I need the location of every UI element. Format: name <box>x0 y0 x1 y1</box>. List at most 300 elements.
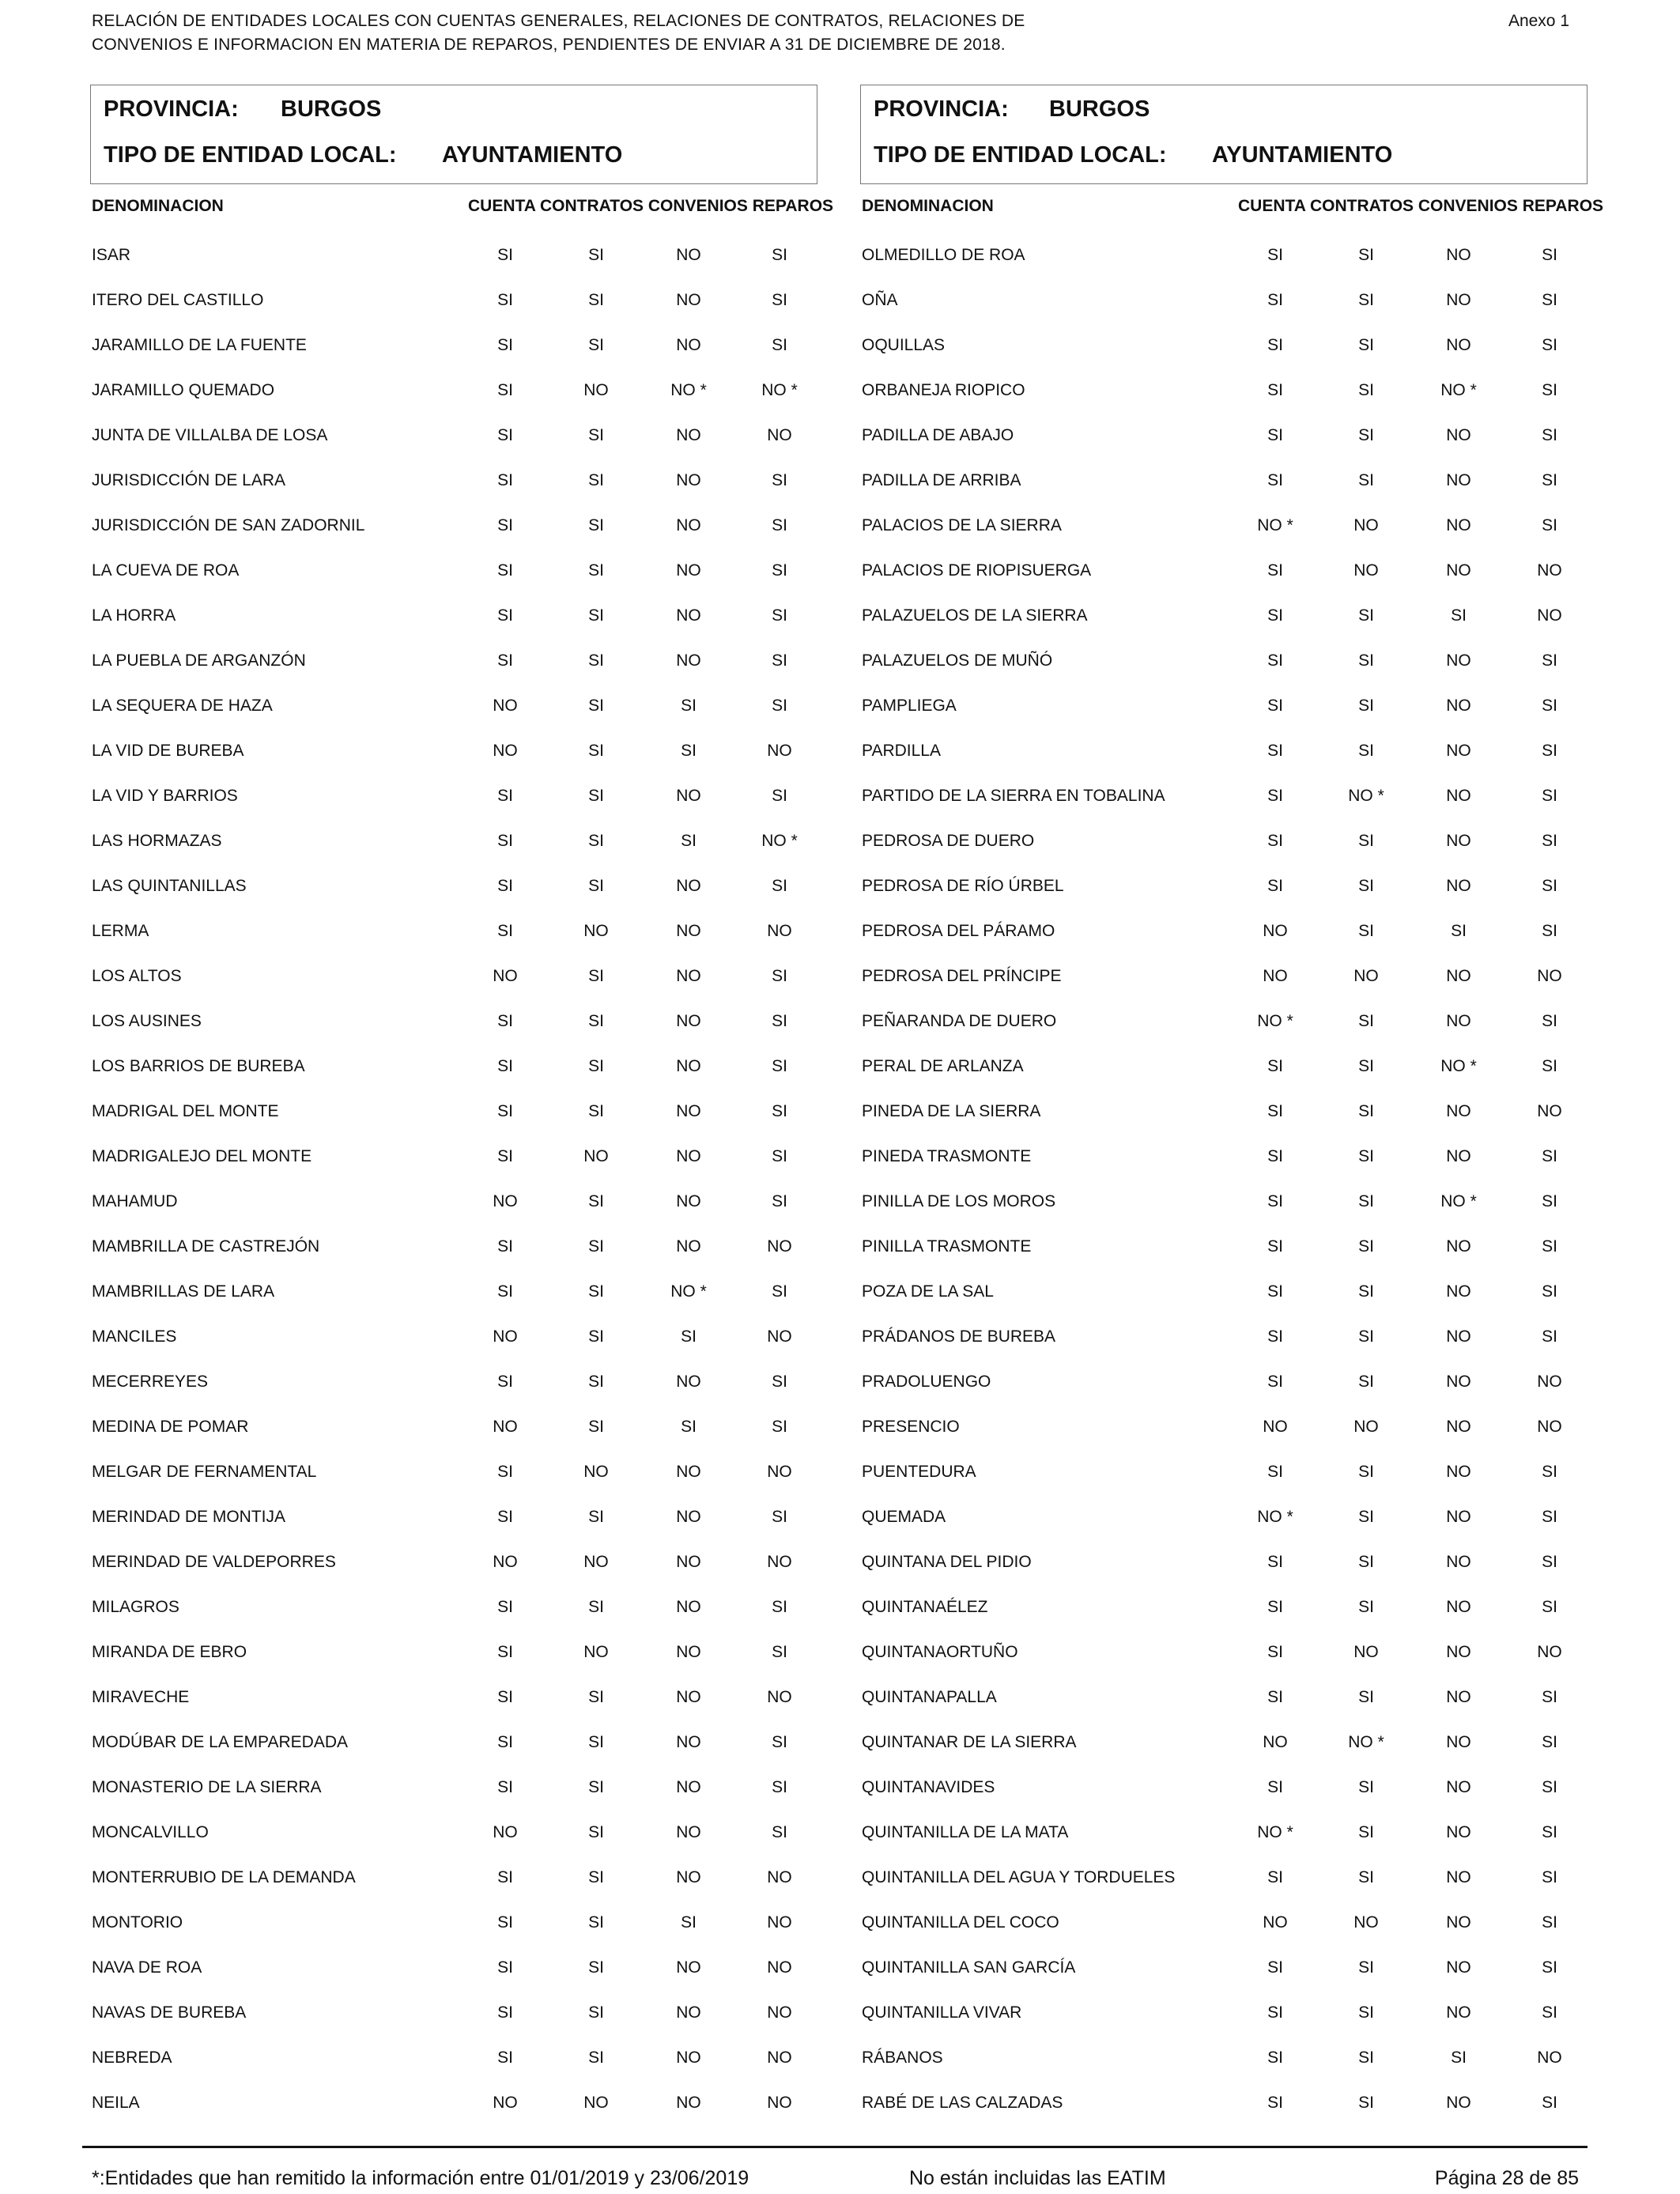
contratos-cell: NO <box>583 2094 609 2112</box>
reparos-cell: NO <box>767 1463 792 1481</box>
denominacion-cell: LOS ALTOS <box>92 967 182 985</box>
cuenta-cell: SI <box>497 606 513 625</box>
table-row <box>860 1278 1635 1323</box>
contratos-cell: SI <box>1358 246 1374 264</box>
table-row <box>90 1909 865 1954</box>
denominacion-cell: MECERREYES <box>92 1373 209 1391</box>
contratos-cell: SI <box>1358 1958 1374 1977</box>
denominacion-cell: MERINDAD DE MONTIJA <box>92 1508 286 1526</box>
table-row <box>90 466 865 512</box>
table-row <box>860 1503 1635 1548</box>
contratos-cell: SI <box>588 1733 604 1751</box>
denominacion-cell: QUINTANAÉLEZ <box>862 1598 988 1616</box>
reparos-cell: SI <box>1542 1868 1557 1886</box>
contratos-cell: SI <box>588 787 604 805</box>
contratos-cell: SI <box>1358 922 1374 940</box>
contratos-cell: SI <box>1358 697 1374 715</box>
contratos-cell: SI <box>588 1327 604 1346</box>
cuenta-cell: SI <box>497 1643 513 1661</box>
table-row <box>90 1458 865 1503</box>
reparos-cell: NO <box>1537 1418 1562 1436</box>
cuenta-cell: SI <box>1267 1057 1283 1075</box>
contratos-cell: SI <box>588 967 604 985</box>
reparos-cell: SI <box>1542 1012 1557 1030</box>
reparos-cell: SI <box>772 1192 787 1210</box>
reparos-cell: SI <box>772 336 787 354</box>
contratos-cell: SI <box>1358 2049 1374 2067</box>
contratos-cell: SI <box>588 471 604 489</box>
reparos-cell: SI <box>1542 651 1557 670</box>
reparos-cell: SI <box>1542 2003 1557 2022</box>
table-row <box>860 1638 1635 1683</box>
reparos-cell: SI <box>1542 742 1557 760</box>
table-row <box>90 557 865 602</box>
footer-divider <box>82 2146 1588 2148</box>
convenios-cell: NO <box>676 1102 701 1120</box>
convenios-cell: NO <box>676 606 701 625</box>
convenios-cell: NO <box>676 561 701 580</box>
contratos-cell: SI <box>588 697 604 715</box>
reparos-cell: SI <box>772 1733 787 1751</box>
contratos-cell: SI <box>588 1057 604 1075</box>
convenios-cell: NO <box>676 1733 701 1751</box>
cuenta-cell: NO <box>1263 1418 1288 1436</box>
denominacion-cell: NAVA DE ROA <box>92 1958 202 1977</box>
denominacion-cell: NAVAS DE BUREBA <box>92 2003 247 2022</box>
contratos-cell: SI <box>588 1688 604 1706</box>
reparos-cell: SI <box>1542 381 1557 399</box>
contratos-cell: SI <box>588 516 604 534</box>
convenios-cell: NO * <box>1440 381 1477 399</box>
cuenta-cell: NO <box>1263 922 1288 940</box>
table-row <box>860 872 1635 917</box>
cuenta-cell: SI <box>497 877 513 895</box>
tipo-entidad-label: TIPO DE ENTIDAD LOCAL: <box>104 142 397 168</box>
denominacion-cell: PRÁDANOS DE BUREBA <box>862 1327 1056 1346</box>
reparos-cell: SI <box>1542 1778 1557 1796</box>
table-row <box>860 2089 1635 2134</box>
reparos-cell: SI <box>772 471 787 489</box>
cuenta-cell: SI <box>1267 426 1283 444</box>
cuenta-cell: SI <box>497 1958 513 1977</box>
reparos-cell: NO <box>767 1913 792 1932</box>
entity-table <box>860 241 1635 2134</box>
table-row <box>90 1593 865 1638</box>
denominacion-cell: NEBREDA <box>92 2049 172 2067</box>
table-row <box>860 1683 1635 1728</box>
denominacion-cell: QUINTANILLA DEL AGUA Y TORDUELES <box>862 1868 1176 1886</box>
tipo-entidad-label: TIPO DE ENTIDAD LOCAL: <box>874 142 1167 168</box>
convenios-cell: NO <box>676 1057 701 1075</box>
convenios-cell: SI <box>681 742 697 760</box>
contratos-cell: SI <box>588 1913 604 1932</box>
denominacion-cell: MADRIGALEJO DEL MONTE <box>92 1147 312 1165</box>
denominacion-cell: PINEDA TRASMONTE <box>862 1147 1032 1165</box>
cuenta-cell: NO <box>1263 967 1288 985</box>
denominacion-cell: PEDROSA DEL PÁRAMO <box>862 922 1055 940</box>
denominacion-cell: QUINTANA DEL PIDIO <box>862 1553 1032 1571</box>
reparos-cell: SI <box>1542 832 1557 850</box>
convenios-cell: NO <box>1446 1373 1471 1391</box>
convenios-cell: NO <box>676 1868 701 1886</box>
reparos-cell: SI <box>1542 2094 1557 2112</box>
convenios-cell: NO <box>1446 832 1471 850</box>
cuenta-cell: SI <box>497 471 513 489</box>
denominacion-cell: JARAMILLO QUEMADO <box>92 381 275 399</box>
footer-eatim-note: No están incluidas las EATIM <box>909 2167 1166 2189</box>
denominacion-cell: OQUILLAS <box>862 336 946 354</box>
reparos-cell: SI <box>772 246 787 264</box>
denominacion-cell: PALACIOS DE LA SIERRA <box>862 516 1062 534</box>
convenios-cell: SI <box>681 1913 697 1932</box>
convenios-cell: NO <box>1446 471 1471 489</box>
cuenta-cell: SI <box>1267 1102 1283 1120</box>
convenios-cell: NO * <box>1440 1057 1477 1075</box>
cuenta-cell: SI <box>1267 1553 1283 1571</box>
denominacion-cell: PINEDA DE LA SIERRA <box>862 1102 1041 1120</box>
reparos-cell: NO <box>767 922 792 940</box>
cuenta-cell: SI <box>1267 832 1283 850</box>
table-row <box>90 1503 865 1548</box>
contratos-cell: SI <box>1358 606 1374 625</box>
cuenta-cell: SI <box>497 651 513 670</box>
reparos-cell: SI <box>772 291 787 309</box>
reparos-cell: NO <box>1537 1643 1562 1661</box>
contratos-cell: SI <box>1358 1868 1374 1886</box>
reparos-cell: SI <box>1542 922 1557 940</box>
cuenta-cell: SI <box>1267 2049 1283 2067</box>
reparos-cell: SI <box>772 651 787 670</box>
table-row <box>90 1999 865 2044</box>
table-row <box>860 466 1635 512</box>
table-row <box>860 1458 1635 1503</box>
table-row <box>860 1052 1635 1097</box>
contratos-cell: NO <box>1353 1643 1379 1661</box>
denominacion-cell: PEDROSA DE DUERO <box>862 832 1035 850</box>
table-row <box>90 737 865 782</box>
reparos-cell: SI <box>772 697 787 715</box>
cuenta-cell: NO <box>493 1192 518 1210</box>
cuenta-cell: NO * <box>1257 1508 1293 1526</box>
contratos-cell: SI <box>1358 1373 1374 1391</box>
reparos-cell: NO * <box>761 832 798 850</box>
reparos-cell: SI <box>1542 1463 1557 1481</box>
cuenta-cell: SI <box>1267 877 1283 895</box>
info-box <box>90 85 817 184</box>
table-row <box>860 1864 1635 1909</box>
convenios-cell: SI <box>681 1327 697 1346</box>
contratos-cell: SI <box>1358 877 1374 895</box>
denominacion-cell: QUINTANAVIDES <box>862 1778 995 1796</box>
contratos-cell: SI <box>588 742 604 760</box>
cuenta-cell: SI <box>1267 2003 1283 2022</box>
table-row <box>90 1097 865 1142</box>
cuenta-cell: SI <box>497 1778 513 1796</box>
denominacion-cell: LOS BARRIOS DE BUREBA <box>92 1057 305 1075</box>
table-row <box>860 286 1635 331</box>
table-row <box>90 376 865 421</box>
title-line-2: CONVENIOS E INFORMACION EN MATERIA DE REPAROS, PENDIENTES DE ENVIAR A 31 DE DICIEMBRE DE 2018. <box>92 36 1006 54</box>
cuenta-cell: SI <box>497 426 513 444</box>
convenios-cell: NO <box>1446 742 1471 760</box>
cuenta-cell: NO <box>493 1553 518 1571</box>
table-row <box>860 1548 1635 1593</box>
table-row <box>90 1323 865 1368</box>
contratos-cell: NO <box>1353 1913 1379 1932</box>
cuenta-cell: SI <box>497 922 513 940</box>
table-row <box>860 1999 1635 2044</box>
table-row <box>860 1909 1635 1954</box>
denominacion-cell: MEDINA DE POMAR <box>92 1418 249 1436</box>
denominacion-cell: PALAZUELOS DE MUÑÓ <box>862 651 1053 670</box>
cuenta-cell: SI <box>1267 336 1283 354</box>
denominacion-cell: PINILLA DE LOS MOROS <box>862 1192 1056 1210</box>
table-row <box>860 512 1635 557</box>
cuenta-cell: NO <box>493 697 518 715</box>
cuenta-cell: SI <box>1267 471 1283 489</box>
contratos-cell: SI <box>588 2003 604 2022</box>
cuenta-cell: SI <box>1267 1868 1283 1886</box>
cuenta-cell: SI <box>497 291 513 309</box>
cuenta-cell: SI <box>1267 1373 1283 1391</box>
contratos-cell: SI <box>1358 2003 1374 2022</box>
denominacion-cell: RÁBANOS <box>862 2049 943 2067</box>
reparos-cell: SI <box>772 1418 787 1436</box>
table-row <box>90 1413 865 1458</box>
cuenta-cell: NO <box>493 1823 518 1841</box>
convenios-cell: NO <box>676 1958 701 1977</box>
convenios-cell: NO * <box>1440 1192 1477 1210</box>
table-row <box>90 1548 865 1593</box>
reparos-cell: NO <box>1537 561 1562 580</box>
cuenta-cell: SI <box>497 516 513 534</box>
convenios-cell: NO <box>676 1778 701 1796</box>
contratos-cell: SI <box>588 1598 604 1616</box>
table-row <box>90 331 865 376</box>
convenios-cell: NO <box>1446 1868 1471 1886</box>
denominacion-cell: OLMEDILLO DE ROA <box>862 246 1025 264</box>
cuenta-cell: NO <box>493 1418 518 1436</box>
cuenta-cell: NO <box>493 967 518 985</box>
denominacion-cell: LA VID DE BUREBA <box>92 742 244 760</box>
table-row <box>860 1097 1635 1142</box>
convenios-cell: NO * <box>670 381 707 399</box>
denominacion-cell: QUINTANILLA DEL COCO <box>862 1913 1059 1932</box>
cuenta-cell: SI <box>1267 1643 1283 1661</box>
denominacion-cell: LERMA <box>92 922 149 940</box>
table-row <box>860 1413 1635 1458</box>
reparos-cell: SI <box>1542 1327 1557 1346</box>
reparos-cell: SI <box>1542 1282 1557 1301</box>
table-row <box>90 512 865 557</box>
convenios-cell: SI <box>681 1418 697 1436</box>
contratos-cell: SI <box>588 1012 604 1030</box>
reparos-cell: SI <box>772 561 787 580</box>
convenios-cell: NO <box>676 2094 701 2112</box>
reparos-cell: NO <box>1537 1102 1562 1120</box>
cuenta-cell: SI <box>497 1057 513 1075</box>
denominacion-cell: LA VID Y BARRIOS <box>92 787 238 805</box>
cuenta-cell: NO <box>493 742 518 760</box>
convenios-cell: NO <box>676 336 701 354</box>
convenios-cell: NO <box>676 651 701 670</box>
table-row <box>90 1142 865 1188</box>
reparos-cell: NO <box>767 1958 792 1977</box>
contratos-cell: SI <box>1358 336 1374 354</box>
denominacion-cell: PALACIOS DE RIOPISUERGA <box>862 561 1092 580</box>
convenios-cell: NO <box>676 787 701 805</box>
reparos-cell: SI <box>1542 1688 1557 1706</box>
contratos-cell: NO <box>583 381 609 399</box>
reparos-cell: SI <box>1542 1192 1557 1210</box>
contratos-cell: SI <box>1358 1192 1374 1210</box>
cuenta-cell: SI <box>497 1733 513 1751</box>
denominacion-cell: LAS QUINTANILLAS <box>92 877 247 895</box>
denominacion-cell: NEILA <box>92 2094 140 2112</box>
convenios-cell: NO <box>676 426 701 444</box>
denominacion-cell: MONTERRUBIO DE LA DEMANDA <box>92 1868 356 1886</box>
denominacion-cell: PRADOLUENGO <box>862 1373 991 1391</box>
cuenta-cell: NO * <box>1257 1012 1293 1030</box>
table-row <box>860 331 1635 376</box>
contratos-cell: SI <box>588 1868 604 1886</box>
table-row <box>90 1233 865 1278</box>
reparos-cell: NO <box>767 2003 792 2022</box>
cuenta-cell: SI <box>497 1688 513 1706</box>
convenios-cell: NO <box>676 1598 701 1616</box>
reparos-cell: SI <box>772 1057 787 1075</box>
reparos-cell: NO <box>767 2049 792 2067</box>
cuenta-cell: SI <box>497 1913 513 1932</box>
header-columns: CUENTA CONTRATOS CONVENIOS REPAROS <box>1238 197 1604 215</box>
contratos-cell: SI <box>588 1508 604 1526</box>
contratos-cell: SI <box>1358 1282 1374 1301</box>
denominacion-cell: PADILLA DE ABAJO <box>862 426 1014 444</box>
table-row <box>90 917 865 962</box>
convenios-cell: SI <box>1451 2049 1467 2067</box>
denominacion-cell: JARAMILLO DE LA FUENTE <box>92 336 307 354</box>
contratos-cell: SI <box>588 291 604 309</box>
contratos-cell: NO <box>583 1553 609 1571</box>
table-row <box>90 1683 865 1728</box>
contratos-cell: SI <box>588 426 604 444</box>
cuenta-cell: SI <box>1267 1147 1283 1165</box>
cuenta-cell: SI <box>497 2003 513 2022</box>
contratos-cell: SI <box>588 877 604 895</box>
table-row <box>90 1818 865 1864</box>
table-row <box>860 2044 1635 2089</box>
table-row <box>860 827 1635 872</box>
reparos-cell: SI <box>1542 1733 1557 1751</box>
contratos-cell: SI <box>1358 1057 1374 1075</box>
convenios-cell: SI <box>681 697 697 715</box>
convenios-cell: NO <box>1446 787 1471 805</box>
table-row <box>90 1954 865 1999</box>
cuenta-cell: NO <box>1263 1913 1288 1932</box>
convenios-cell: NO <box>1446 2003 1471 2022</box>
cuenta-cell: SI <box>497 1373 513 1391</box>
denominacion-cell: POZA DE LA SAL <box>862 1282 994 1301</box>
cuenta-cell: SI <box>1267 1192 1283 1210</box>
denominacion-cell: QUINTANILLA VIVAR <box>862 2003 1022 2022</box>
reparos-cell: SI <box>1542 1147 1557 1165</box>
table-row <box>90 1638 865 1683</box>
convenios-cell: NO <box>1446 516 1471 534</box>
convenios-cell: NO <box>676 1823 701 1841</box>
cuenta-cell: SI <box>497 1598 513 1616</box>
reparos-cell: SI <box>772 516 787 534</box>
convenios-cell: NO <box>1446 2094 1471 2112</box>
annex-label: Anexo 1 <box>1508 12 1569 30</box>
table-row <box>860 241 1635 286</box>
convenios-cell: NO <box>676 877 701 895</box>
reparos-cell: SI <box>772 787 787 805</box>
convenios-cell: SI <box>681 832 697 850</box>
reparos-cell: SI <box>1542 471 1557 489</box>
table-row <box>860 557 1635 602</box>
convenios-cell: NO <box>1446 1958 1471 1977</box>
reparos-cell: SI <box>772 1598 787 1616</box>
table-row <box>90 602 865 647</box>
table-row <box>90 692 865 737</box>
cuenta-cell: SI <box>497 1012 513 1030</box>
cuenta-cell: SI <box>1267 1237 1283 1256</box>
table-row <box>90 647 865 692</box>
tipo-entidad-value: AYUNTAMIENTO <box>1212 142 1393 168</box>
contratos-cell: SI <box>1358 1147 1374 1165</box>
table-row <box>90 1864 865 1909</box>
cuenta-cell: SI <box>497 1147 513 1165</box>
provincia-value: BURGOS <box>1049 96 1150 122</box>
table-row <box>860 917 1635 962</box>
denominacion-cell: JUNTA DE VILLALBA DE LOSA <box>92 426 328 444</box>
denominacion-cell: PERAL DE ARLANZA <box>862 1057 1024 1075</box>
cuenta-cell: NO * <box>1257 1823 1293 1841</box>
contratos-cell: SI <box>1358 1688 1374 1706</box>
table-row <box>90 1368 865 1413</box>
contratos-cell: SI <box>588 1778 604 1796</box>
denominacion-cell: QUINTANAORTUÑO <box>862 1643 1018 1661</box>
denominacion-cell: MONASTERIO DE LA SIERRA <box>92 1778 322 1796</box>
provincia-label: PROVINCIA: <box>104 96 239 122</box>
reparos-cell: SI <box>1542 697 1557 715</box>
cuenta-cell: NO <box>493 2094 518 2112</box>
contratos-cell: NO <box>1353 967 1379 985</box>
cuenta-cell: SI <box>1267 1282 1283 1301</box>
reparos-cell: SI <box>1542 1913 1557 1932</box>
denominacion-cell: LA PUEBLA DE ARGANZÓN <box>92 651 306 670</box>
reparos-cell: SI <box>1542 1057 1557 1075</box>
table-row <box>860 737 1635 782</box>
reparos-cell: SI <box>1542 1553 1557 1571</box>
denominacion-cell: PAMPLIEGA <box>862 697 957 715</box>
contratos-cell: SI <box>1358 291 1374 309</box>
table-row <box>860 1728 1635 1773</box>
panel-right <box>860 0 1635 2135</box>
table-row <box>90 241 865 286</box>
table-row <box>860 1773 1635 1818</box>
denominacion-cell: ITERO DEL CASTILLO <box>92 291 264 309</box>
reparos-cell: SI <box>772 1823 787 1841</box>
contratos-cell: SI <box>1358 651 1374 670</box>
contratos-cell: SI <box>588 832 604 850</box>
contratos-cell: NO <box>583 922 609 940</box>
table-row <box>860 1323 1635 1368</box>
denominacion-cell: QUINTANAPALLA <box>862 1688 997 1706</box>
convenios-cell: NO <box>676 1688 701 1706</box>
contratos-cell: SI <box>588 1282 604 1301</box>
header-denominacion: DENOMINACION <box>92 197 224 215</box>
